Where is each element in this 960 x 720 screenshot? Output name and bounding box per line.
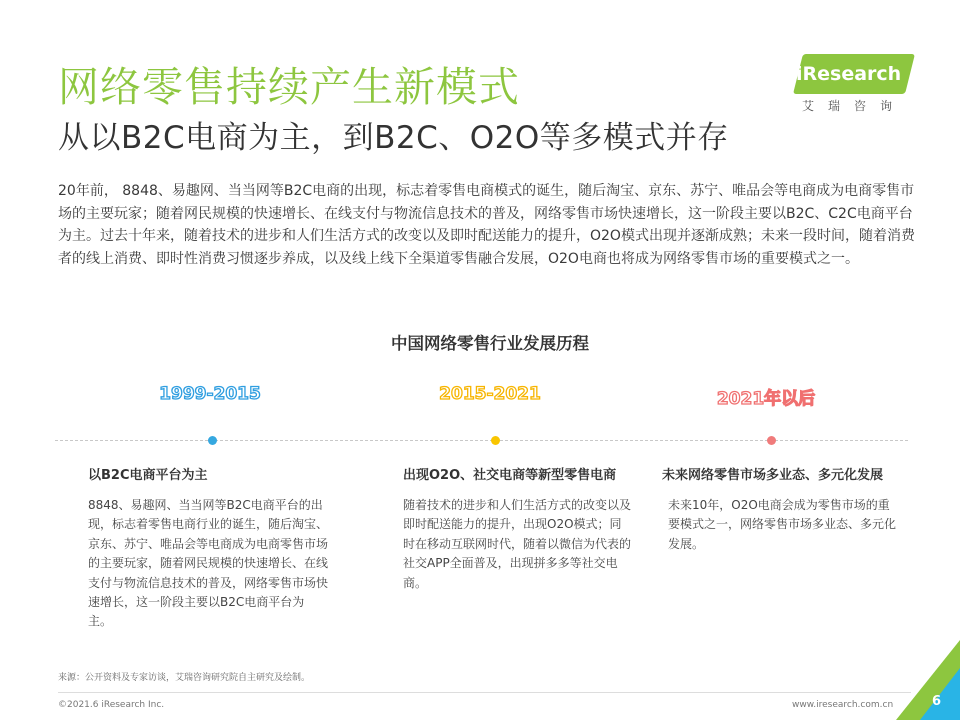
iresearch-logo [782,50,914,116]
stage-heading-3: 未来网络零售市场多业态、多元化发展 [662,468,884,483]
stage-description-1: 8848、易趣网、当当网等B2C电商平台的出现，标志着零售电商行业的诞生，随后淘宝、京东、苏宁、唯品会等电商成为电商零售市场的主要玩家，随着网民规模的快速增长、在线支付与物流信息技术的普及，网络零售市场快速增长，这一阶段主要以B2C电商平台为主。 [88,498,329,629]
logo-wordmark: iResearch [796,63,902,85]
timeline-marker-3 [767,436,776,445]
timeline-title: 中国网络零售行业发展历程 [391,334,589,353]
page-title: 网络零售持续产生新模式 [58,63,520,111]
logo-chinese-name: 艾瑞咨询 [802,99,907,113]
page-subtitle: 从以B2C电商为主，到B2C、O2O等多模式并存 [58,120,729,156]
period-label-2: 2015-2021 [439,384,541,404]
corner-decoration [896,640,960,720]
stage-heading-2: 出现O2O、社交电商等新型零售电商 [403,468,617,483]
timeline-marker-1 [208,436,217,445]
period-label-1: 1999-2015 [159,384,261,404]
timeline-axis [55,440,908,441]
intro-paragraph: 20年前， 8848、易趣网、当当网等B2C电商的出现，标志着零售电商模式的诞生，随后淘宝、京东、苏宁、唯品会等电商成为电商零售市场的主要玩家；随着网民规模的快速增长、在线支付与物流信息技术的普及，网络零售市场快速增长，这一阶段主要以B2C、C2C电商平台为主。过去十年来，随着技术的进步和人们生活方式的改变以及即时配送能力的提升，O2O模式出现并逐渐成熟；未来一段时间，随着消费者的线上消费、即时性消费习惯逐步养成，以及线上线下全渠道零售融合发展，O2O电商也将成为网络零售市场的重要模式之一。 [58,183,915,267]
page-number: 6 [932,694,942,709]
timeline-marker-2 [491,436,500,445]
source-note: 来源：公开资料及专家访谈，艾瑞咨询研究院自主研究及绘制。 [58,673,311,683]
stage-description-3: 未来10年，O2O电商会成为零售市场的重要模式之一，网络零售市场多业态、多元化发展。 [668,498,897,551]
stage-heading-1: 以B2C电商平台为主 [88,468,208,483]
stage-description-2: 随着技术的进步和人们生活方式的改变以及即时配送能力的提升，出现O2O模式；同时在移动互联网时代，随着以微信为代表的社交APP全面普及，出现拼多多等社交电商。 [403,498,632,590]
copyright-text: ©2021.6 iResearch Inc. [58,700,165,710]
footer-divider [58,692,911,693]
period-label-3: 2021年以后 [716,389,816,409]
website-link[interactable]: www.iresearch.com.cn [792,700,894,710]
